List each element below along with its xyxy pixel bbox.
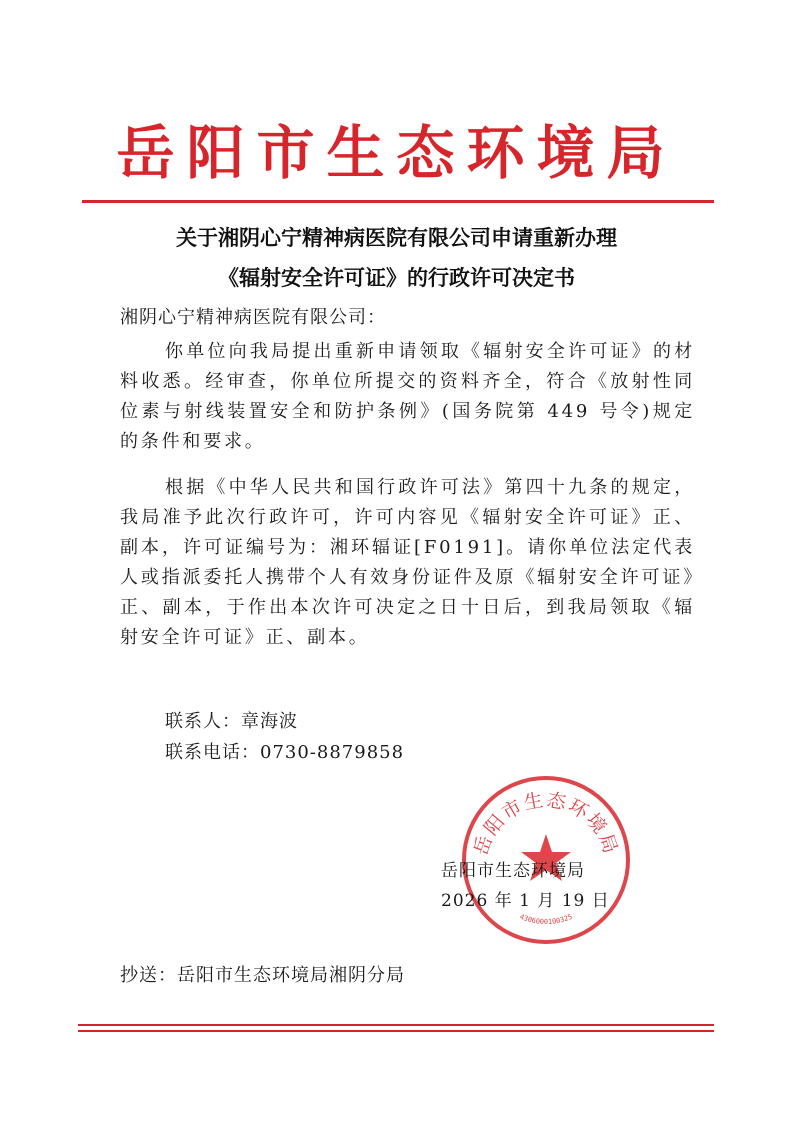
body-paragraph: 根据《中华人民共和国行政许可法》第四十九条的规定，我局准予此次行政许可，许可内容见《辐射安全许可证》正、副本，许可证编号为：湘环辐证[F0191]。请你单位法定代表人或指派委托人携带个人有效身份证件及原《辐射安全许可证》正、副本，于作出本次许可决定之日十日后，到我局领取《辐射安全许可证》正、副本。 xyxy=(120,477,695,648)
signature-date: 2026 年 1 月 19 日 xyxy=(441,891,610,911)
document-title-line1: 关于湘阴心宁精神病医院有限公司申请重新办理 xyxy=(176,226,617,250)
svg-text:4306000100325 xyxy=(519,913,574,926)
masthead-org-name: 岳阳市生态环境局 xyxy=(116,119,677,187)
cc-line: 抄送：岳阳市生态环境局湘阴分局 xyxy=(120,965,405,986)
seal-text: 岳阳市生态环境局 xyxy=(469,788,623,859)
footer-divider xyxy=(78,1030,714,1032)
contact-person: 联系人：章海波 xyxy=(165,711,298,732)
header-divider xyxy=(82,200,714,203)
footer-divider xyxy=(78,1024,714,1026)
recipient: 湘阴心宁精神病医院有限公司： xyxy=(120,307,386,328)
body-paragraph: 你单位向我局提出重新申请领取《辐射安全许可证》的材料收悉。经审查，你单位所提交的资料齐全，符合《放射性同位素与射线装置安全和防护条例》(国务院第 449 号令)规定的条件和要求。 xyxy=(120,341,695,452)
seal-code: 4306000100325 xyxy=(518,912,574,927)
signature-org: 岳阳市生态环境局 xyxy=(441,861,585,881)
document-title-line2: 《辐射安全许可证》的行政许可决定书 xyxy=(218,266,575,290)
contact-phone: 联系电话：0730-8879858 xyxy=(165,742,405,763)
